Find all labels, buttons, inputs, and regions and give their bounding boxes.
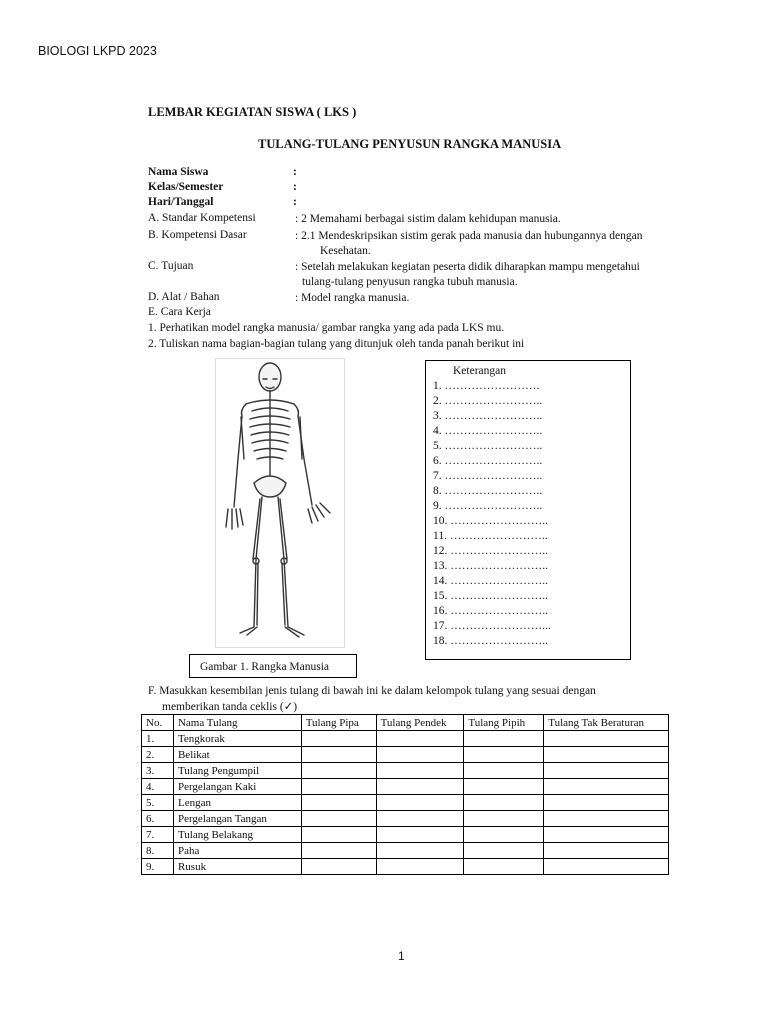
keterangan-item[interactable]: 5. …………………….. <box>433 440 543 452</box>
cell-check[interactable] <box>464 859 544 875</box>
table-row <box>142 795 669 811</box>
header-tulang-pendek: Tulang Pendek <box>376 715 464 731</box>
header-tulang-tak-beraturan: Tulang Tak Beraturan <box>544 715 669 731</box>
header-tulang-pipa: Tulang Pipa <box>301 715 376 731</box>
step-1: 1. Perhatikan model rangka manusia/ gambar rangka yang ada pada LKS mu. <box>148 322 505 334</box>
keterangan-item[interactable]: 18. …………………….. <box>433 635 548 647</box>
keterangan-item[interactable]: 15. …………………….. <box>433 590 548 602</box>
document-title: LEMBAR KEGIATAN SISWA ( LKS ) <box>148 105 357 119</box>
cell-no: 9. <box>142 859 174 875</box>
keterangan-item[interactable]: 10. …………………….. <box>433 515 548 527</box>
cell-check[interactable] <box>301 859 376 875</box>
value-kompetensi-dasar-cont: Kesehatan. <box>320 245 371 257</box>
keterangan-item[interactable]: 8. …………………….. <box>433 485 543 497</box>
bone-classification-table <box>141 714 669 875</box>
label-alat-bahan: D. Alat / Bahan <box>148 291 220 303</box>
cell-check[interactable] <box>544 763 669 779</box>
page-header: BIOLOGI LKPD 2023 <box>38 44 157 58</box>
cell-check[interactable] <box>464 795 544 811</box>
cell-no: 2. <box>142 747 174 763</box>
label-nama-siswa: Nama Siswa <box>148 166 209 178</box>
cell-check[interactable] <box>301 763 376 779</box>
figure-caption: Gambar 1. Rangka Manusia <box>189 654 357 678</box>
value-standar-kompetensi: : 2 Memahami berbagai sistim dalam kehidupan manusia. <box>295 213 561 225</box>
cell-check[interactable] <box>464 731 544 747</box>
cell-no: 3. <box>142 763 174 779</box>
page-number: 1 <box>398 949 405 963</box>
value-kompetensi-dasar: : 2.1 Mendeskripsikan sistim gerak pada manusia dan hubungannya dengan <box>295 230 643 242</box>
keterangan-item[interactable]: 4. …………………….. <box>433 425 543 437</box>
keterangan-item[interactable]: 9. …………………….. <box>433 500 543 512</box>
keterangan-item[interactable]: 17. ……………………... <box>433 620 551 632</box>
skeleton-image <box>215 358 345 648</box>
keterangan-item[interactable]: 14. …………………….. <box>433 575 548 587</box>
cell-check[interactable] <box>301 747 376 763</box>
cell-check[interactable] <box>544 747 669 763</box>
header-no: No. <box>142 715 174 731</box>
cell-check[interactable] <box>464 779 544 795</box>
label-tujuan: C. Tujuan <box>148 260 194 272</box>
keterangan-item[interactable]: 16. …………………….. <box>433 605 548 617</box>
cell-nama: Pergelangan Kaki <box>173 779 301 795</box>
table-row <box>142 747 669 763</box>
keterangan-item[interactable]: 11. …………………….. <box>433 530 548 542</box>
cell-check[interactable] <box>301 811 376 827</box>
table-row <box>142 843 669 859</box>
keterangan-title: Keterangan <box>453 365 506 377</box>
cell-check[interactable] <box>464 763 544 779</box>
table-header-row <box>142 715 669 731</box>
colon-hari: : <box>293 196 297 208</box>
table-row <box>142 779 669 795</box>
cell-check[interactable] <box>301 779 376 795</box>
cell-nama: Lengan <box>173 795 301 811</box>
label-kompetensi-dasar: B. Kompetensi Dasar <box>148 229 247 241</box>
keterangan-item[interactable]: 12. …………………….. <box>433 545 548 557</box>
keterangan-item[interactable]: 13. …………………….. <box>433 560 548 572</box>
cell-nama: Belikat <box>173 747 301 763</box>
cell-check[interactable] <box>544 779 669 795</box>
label-kelas-semester: Kelas/Semester <box>148 181 224 193</box>
cell-check[interactable] <box>376 795 464 811</box>
section-f-instruction: F. Masukkan kesembilan jenis tulang di bawah ini ke dalam kelompok tulang yang sesuai dengan <box>148 685 596 697</box>
label-hari-tanggal: Hari/Tanggal <box>148 196 214 208</box>
cell-nama: Paha <box>173 843 301 859</box>
cell-check[interactable] <box>464 843 544 859</box>
keterangan-item[interactable]: 1. ……………………. <box>433 380 540 392</box>
cell-check[interactable] <box>544 843 669 859</box>
cell-check[interactable] <box>544 795 669 811</box>
cell-check[interactable] <box>376 779 464 795</box>
keterangan-item[interactable]: 7. …………………….. <box>433 470 543 482</box>
value-alat-bahan: : Model rangka manusia. <box>295 292 410 304</box>
cell-nama: Tulang Belakang <box>173 827 301 843</box>
table-row <box>142 811 669 827</box>
keterangan-item[interactable]: 3. …………………….. <box>433 410 543 422</box>
value-tujuan-cont: tulang-tulang penyusun rangka tubuh manusia. <box>302 276 518 288</box>
header-nama-tulang: Nama Tulang <box>173 715 301 731</box>
cell-check[interactable] <box>376 747 464 763</box>
keterangan-list <box>433 379 551 649</box>
cell-nama: Tengkorak <box>173 731 301 747</box>
cell-check[interactable] <box>544 827 669 843</box>
cell-check[interactable] <box>301 827 376 843</box>
cell-check[interactable] <box>376 763 464 779</box>
cell-check[interactable] <box>544 731 669 747</box>
cell-check[interactable] <box>464 827 544 843</box>
cell-no: 8. <box>142 843 174 859</box>
document-subtitle: TULANG-TULANG PENYUSUN RANGKA MANUSIA <box>258 137 562 151</box>
cell-nama: Tulang Pengumpil <box>173 763 301 779</box>
table-row <box>142 859 669 875</box>
colon-kelas: : <box>293 181 297 193</box>
value-tujuan: : Setelah melakukan kegiatan peserta didik diharapkan mampu mengetahui <box>295 261 640 273</box>
label-cara-kerja: E. Cara Kerja <box>148 306 211 318</box>
keterangan-item[interactable]: 2. …………………….. <box>433 395 543 407</box>
header-tulang-pipih: Tulang Pipih <box>464 715 544 731</box>
cell-check[interactable] <box>464 747 544 763</box>
cell-check[interactable] <box>376 859 464 875</box>
cell-check[interactable] <box>301 731 376 747</box>
step-2: 2. Tuliskan nama bagian-bagian tulang yang ditunjuk oleh tanda panah berikut ini <box>148 338 525 350</box>
cell-check[interactable] <box>376 811 464 827</box>
keterangan-item[interactable]: 6. …………………….. <box>433 455 543 467</box>
cell-nama: Rusuk <box>173 859 301 875</box>
cell-check[interactable] <box>544 811 669 827</box>
cell-check[interactable] <box>464 811 544 827</box>
table-row <box>142 731 669 747</box>
cell-no: 4. <box>142 779 174 795</box>
section-f-instruction-cont: memberikan tanda ceklis (✓) <box>162 701 298 713</box>
cell-nama: Pergelangan Tangan <box>173 811 301 827</box>
cell-no: 1. <box>142 731 174 747</box>
colon-nama: : <box>293 166 297 178</box>
cell-check[interactable] <box>301 843 376 859</box>
cell-check[interactable] <box>376 731 464 747</box>
table-row <box>142 827 669 843</box>
table-row <box>142 763 669 779</box>
cell-no: 5. <box>142 795 174 811</box>
cell-check[interactable] <box>301 795 376 811</box>
keterangan-box <box>425 360 631 660</box>
cell-no: 7. <box>142 827 174 843</box>
cell-check[interactable] <box>376 843 464 859</box>
cell-check[interactable] <box>376 827 464 843</box>
cell-no: 6. <box>142 811 174 827</box>
cell-check[interactable] <box>544 859 669 875</box>
label-standar-kompetensi: A. Standar Kompetensi <box>148 212 256 224</box>
